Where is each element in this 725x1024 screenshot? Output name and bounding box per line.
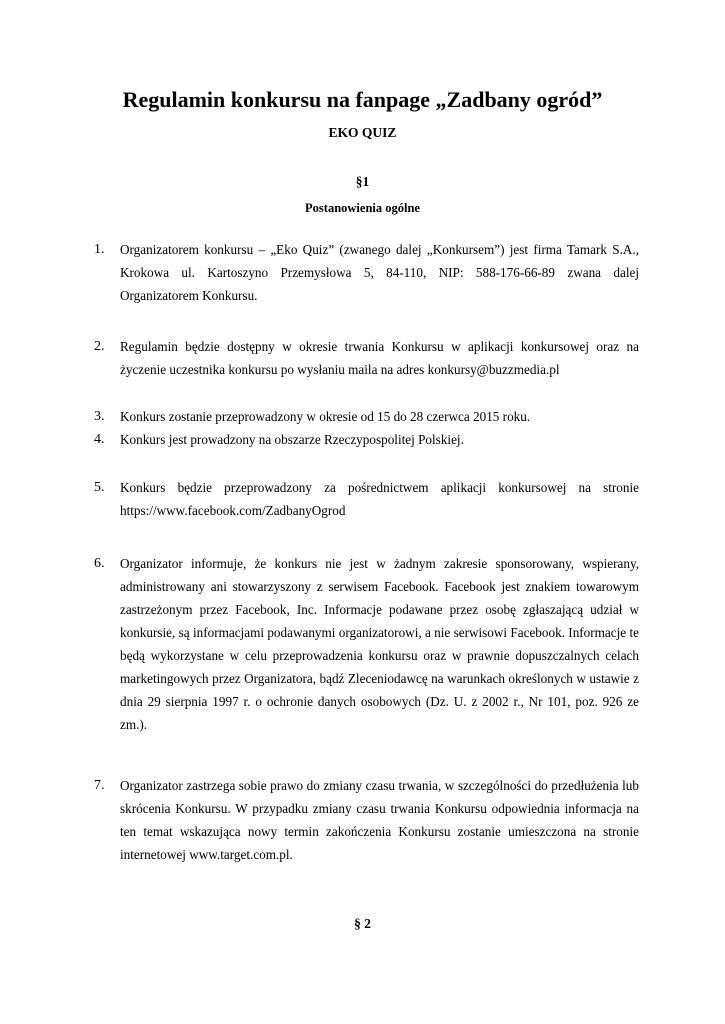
list-item-text: Organizator informuje, że konkurs nie jest w żadnym zakresie sponsorowany, wspierany, administrowany ani stowarzyszony z serwisem Facebook. Facebook jest znakiem towarowym zastrzeżonym przez Facebook, Inc. Informacje podawane przez osobę zgłaszającą udział w konkursie, są informacjami podawanymi organizatorowi, a nie serwisowi Facebook. Informacje te będą wykorzystane w celu przeprowadzenia konkursu oraz w prawnie dopuszczalnych celach marketingowych przez Organizatora, bądź Zleceniodawcę na warunkach określonych w ustawie z dnia 29 sierpnia 1997 r. o ochronie danych osobowych (Dz. U. z 2002 r., Nr 101, poz. 926 ze zm.). [120, 556, 639, 732]
list-item-number: 1. [94, 242, 105, 257]
section-2-mark: § 2 [354, 916, 371, 931]
list-item-text: Konkurs jest prowadzony na obszarze Rzeczypospolitej Polskiej. [120, 432, 464, 447]
section-1-heading: Postanowienia ogólne [305, 201, 420, 215]
section-1-mark: §1 [355, 174, 370, 189]
list-item-number: 7. [94, 778, 105, 793]
list-item-number: 3. [94, 409, 105, 424]
list-item-text: Organizatorem konkursu – „Eko Quiz” (zwanego dalej „Konkursem”) jest firma Tamark S.A., Krokowa ul. Kartoszyno Przemysłowa 5, 84-110, NIP: 588-176-66-89 zwana dalej Organizatorem Konkursu. [120, 242, 639, 303]
list-item-number: 2. [94, 339, 105, 354]
document-title: Regulamin konkursu na fanpage „Zadbany ogród” [122, 87, 603, 112]
list-item-text: Konkurs będzie przeprowadzony za pośrednictwem aplikacji konkursowej na stronie https://www.facebook.com/ZadbanyOgrod [120, 480, 639, 518]
list-item-number: 6. [94, 556, 105, 571]
list-item-number: 4. [94, 432, 105, 447]
list-item-text: Regulamin będzie dostępny w okresie trwania Konkursu w aplikacji konkursowej oraz na życzenie uczestnika konkursu po wysłaniu maila na adres konkursy@buzzmedia.pl [120, 339, 639, 377]
list-item-text: Organizator zastrzega sobie prawo do zmiany czasu trwania, w szczególności do przedłużenia lub skrócenia Konkursu. W przypadku zmiany czasu trwania Konkursu odpowiednia informacja na ten temat wskazująca nowy termin zakończenia Konkursu zostanie umieszczona na stronie internetowej www.target.com.pl. [120, 778, 639, 862]
list-item-text: Konkurs zostanie przeprowadzony w okresie od 15 do 28 czerwca 2015 roku. [120, 409, 531, 424]
list-item-number: 5. [94, 480, 105, 495]
document-subtitle: EKO QUIZ [328, 125, 397, 140]
